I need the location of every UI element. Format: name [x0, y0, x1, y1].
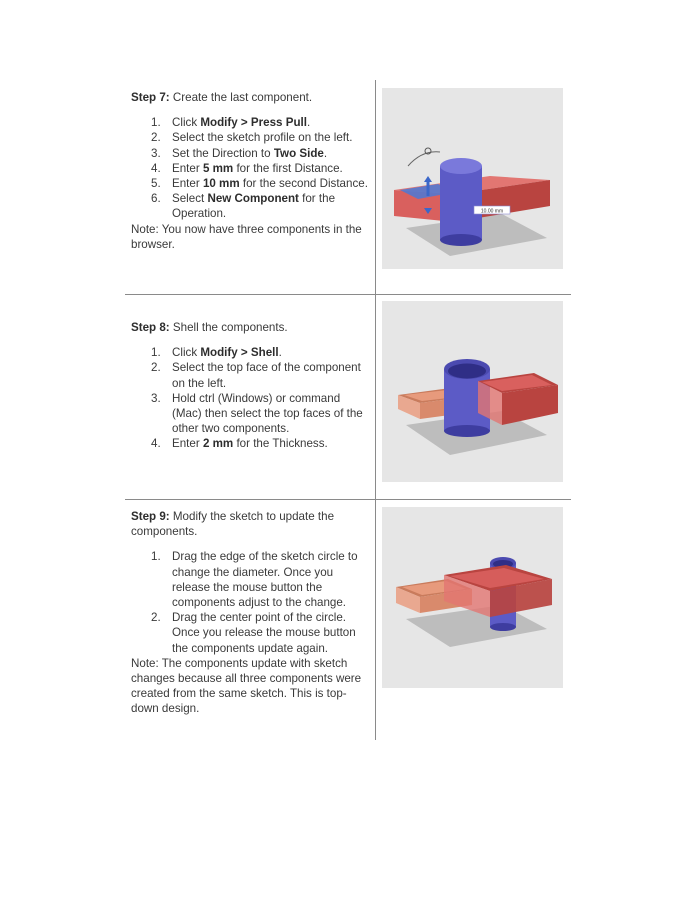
list-number: 1.	[151, 550, 161, 564]
bold-term: Modify > Shell	[200, 346, 279, 360]
step-heading-line	[131, 90, 369, 105]
list-text: Click	[172, 346, 201, 360]
bold-term: Two Side	[273, 146, 324, 160]
step-8-screenshot	[382, 301, 563, 482]
list-number: 4.	[151, 437, 161, 451]
step-7-screenshot	[382, 88, 563, 269]
list-item	[131, 130, 369, 145]
list-item	[131, 191, 369, 221]
bold-term: 2 mm	[202, 437, 234, 451]
cylinder-bottom	[440, 234, 482, 246]
list-text: Select	[172, 192, 208, 206]
step-label: Step 7:	[131, 91, 170, 104]
list-item	[131, 610, 369, 656]
step-label: Step 8:	[131, 321, 170, 334]
list-number: 3.	[151, 146, 161, 160]
list-number: 5.	[151, 177, 161, 191]
row-divider	[125, 294, 571, 295]
list-text: Set the Direction to	[172, 146, 274, 160]
step-7-instructions	[131, 90, 369, 252]
column-divider	[375, 80, 376, 740]
arrow-head-icon	[424, 176, 432, 182]
list-item	[131, 360, 369, 390]
list-item	[131, 549, 369, 610]
step-8-instructions	[131, 320, 369, 452]
step-label: Step 9:	[131, 510, 170, 523]
cylinder-bottom	[490, 623, 516, 631]
list-item	[131, 391, 369, 437]
bold-term: 10 mm	[202, 177, 240, 191]
list-text: Hold ctrl (Windows) or command (Mac) then select the top faces of the other two components.	[172, 391, 363, 436]
step-intro: Modify the sketch to update the components.	[131, 510, 335, 539]
bold-term: New Component	[207, 192, 299, 206]
list-number: 2.	[151, 361, 161, 375]
list-text: Click	[172, 116, 201, 130]
step-9-instructions	[131, 509, 369, 717]
step-list	[131, 345, 369, 451]
list-number: 3.	[151, 391, 161, 405]
list-text: Select the top face of the component on the left.	[172, 361, 361, 390]
list-text: for the Operation.	[172, 192, 336, 221]
list-text: Drag the center point of the circle. Once you release the mouse button the components update again.	[172, 611, 356, 655]
cylinder-hole	[448, 364, 486, 379]
list-text: .	[306, 116, 311, 130]
list-text: for the first Distance.	[233, 161, 343, 175]
list-text: Enter	[172, 437, 203, 451]
step-9-screenshot	[382, 507, 563, 688]
list-number: 6.	[151, 192, 161, 206]
step-heading-line	[131, 509, 369, 539]
step-heading-line	[131, 320, 369, 335]
list-item	[131, 436, 369, 451]
dimension-label: 10.00 mm	[480, 208, 504, 215]
bold-term: Modify > Press Pull	[200, 116, 307, 130]
list-item	[131, 345, 369, 360]
step-intro: Create the last component.	[172, 91, 313, 104]
list-number: 1.	[151, 116, 161, 130]
list-text: for the second Distance.	[239, 177, 368, 191]
list-number: 2.	[151, 131, 161, 145]
list-item	[131, 115, 369, 130]
list-text: .	[278, 346, 282, 360]
step-list	[131, 115, 369, 221]
step-list	[131, 549, 369, 655]
list-text: Drag the edge of the sketch circle to change the diameter. Once you release the mouse button the components adjust to the change.	[172, 550, 358, 610]
step-note: Note: The components update with sketch changes because all three components were created from the same sketch. This is top-down design.	[131, 656, 362, 716]
list-item	[131, 161, 369, 176]
list-text: Select the sketch profile on the left.	[172, 131, 353, 145]
list-text: for the Thickness.	[233, 437, 328, 451]
list-number: 1.	[151, 346, 161, 360]
cylinder-bottom	[444, 425, 490, 437]
list-text: Enter	[172, 177, 203, 191]
step-note: Note: You now have three components in the browser.	[131, 222, 362, 251]
list-number: 4.	[151, 161, 161, 175]
list-text: Enter	[172, 161, 203, 175]
row-divider	[125, 499, 571, 500]
cylinder-top	[440, 158, 482, 174]
list-text: .	[323, 146, 328, 160]
step-intro: Shell the components.	[172, 321, 288, 334]
list-number: 2.	[151, 611, 161, 625]
list-item	[131, 176, 369, 191]
bold-term: 5 mm	[202, 161, 234, 175]
angle-manipulator	[408, 152, 440, 166]
cylinder-body	[440, 166, 482, 240]
list-item	[131, 146, 369, 161]
